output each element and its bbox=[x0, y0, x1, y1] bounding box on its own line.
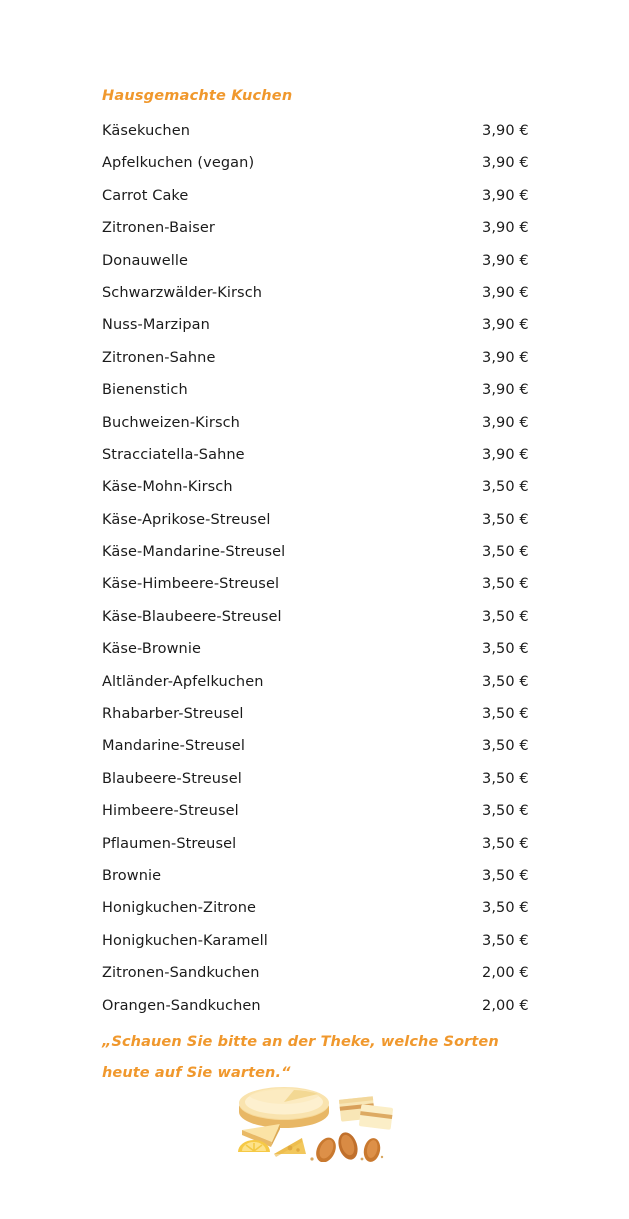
item-name: Käse-Aprikose-Streusel bbox=[102, 511, 271, 528]
item-name: Schwarzwälder-Kirsch bbox=[102, 284, 263, 301]
item-name: Altländer-Apfelkuchen bbox=[102, 673, 264, 690]
item-name: Orangen-Sandkuchen bbox=[102, 997, 261, 1014]
list-item bbox=[102, 666, 534, 698]
item-name: Zitronen-Baiser bbox=[102, 220, 215, 237]
item-price: 3,50 € bbox=[482, 706, 529, 723]
list-item bbox=[102, 407, 534, 439]
list-item bbox=[102, 925, 534, 957]
item-price: 3,50 € bbox=[482, 803, 529, 820]
item-name: Apfelkuchen (vegan) bbox=[102, 155, 255, 172]
item-name: Zitronen-Sahne bbox=[102, 349, 216, 366]
list-item bbox=[102, 860, 534, 892]
item-price: 3,90 € bbox=[482, 123, 529, 139]
item-name: Bienenstich bbox=[102, 382, 188, 399]
item-price: 3,90 € bbox=[482, 220, 529, 237]
item-name: Himbeere-Streusel bbox=[102, 803, 239, 820]
item-price: 2,00 € bbox=[482, 965, 529, 982]
item-price: 3,50 € bbox=[482, 867, 529, 884]
item-price: 3,90 € bbox=[482, 155, 529, 172]
item-price: 3,50 € bbox=[482, 479, 529, 496]
item-name: Blaubeere-Streusel bbox=[102, 770, 242, 787]
item-name: Zitronen-Sandkuchen bbox=[102, 965, 260, 982]
item-price: 3,90 € bbox=[482, 349, 529, 366]
item-price: 3,90 € bbox=[482, 284, 529, 301]
item-price: 3,50 € bbox=[482, 770, 529, 787]
item-price: 3,50 € bbox=[482, 673, 529, 690]
section-title: Hausgemachte Kuchen bbox=[102, 88, 293, 104]
item-name: Carrot Cake bbox=[102, 187, 189, 204]
item-price: 3,50 € bbox=[482, 900, 529, 917]
item-name: Brownie bbox=[102, 867, 162, 884]
list-item bbox=[102, 277, 534, 309]
item-name: Käse-Mohn-Kirsch bbox=[102, 479, 233, 496]
list-item bbox=[102, 309, 534, 341]
list-item bbox=[102, 990, 534, 1022]
list-item bbox=[102, 212, 534, 244]
list-item bbox=[102, 471, 534, 503]
item-price: 3,50 € bbox=[482, 576, 529, 593]
item-name: Honigkuchen-Karamell bbox=[102, 932, 268, 949]
item-price: 3,50 € bbox=[482, 608, 529, 625]
list-item bbox=[102, 115, 534, 147]
item-price: 3,90 € bbox=[482, 317, 529, 334]
theke-note: „Schauen Sie bitte an der Theke, welche Sorten heute auf Sie warten.“ bbox=[102, 1033, 499, 1081]
item-name: Buchweizen-Kirsch bbox=[102, 414, 240, 431]
item-price: 3,90 € bbox=[482, 414, 529, 431]
item-price: 3,50 € bbox=[482, 641, 529, 658]
item-price: 3,50 € bbox=[482, 738, 529, 755]
list-item bbox=[102, 633, 534, 665]
item-name: Pflaumen-Streusel bbox=[102, 835, 237, 852]
item-name: Honigkuchen-Zitrone bbox=[102, 900, 257, 917]
list-item bbox=[102, 504, 534, 536]
item-name: Käse-Brownie bbox=[102, 641, 201, 658]
item-price: 2,00 € bbox=[482, 997, 529, 1014]
list-item bbox=[102, 730, 534, 762]
item-name: Käse-Mandarine-Streusel bbox=[102, 544, 286, 561]
cake-and-pastries-illustration bbox=[222, 1080, 412, 1162]
item-name: Donauwelle bbox=[102, 252, 189, 269]
list-item bbox=[102, 601, 534, 633]
list-item bbox=[102, 180, 534, 212]
list-item bbox=[102, 698, 534, 730]
list-item bbox=[102, 342, 534, 374]
item-name: Mandarine-Streusel bbox=[102, 738, 245, 755]
item-name: Käse-Blaubeere-Streusel bbox=[102, 608, 282, 625]
item-price: 3,90 € bbox=[482, 252, 529, 269]
list-item bbox=[102, 957, 534, 989]
list-item bbox=[102, 568, 534, 600]
item-price: 3,50 € bbox=[482, 511, 529, 528]
list-item bbox=[102, 374, 534, 406]
item-price: 3,50 € bbox=[482, 932, 529, 949]
list-item bbox=[102, 763, 534, 795]
list-item bbox=[102, 795, 534, 827]
item-name: Stracciatella-Sahne bbox=[102, 446, 245, 463]
item-price: 3,50 € bbox=[482, 835, 529, 852]
item-price: 3,90 € bbox=[482, 187, 529, 204]
list-item bbox=[102, 892, 534, 924]
item-name: Käsekuchen bbox=[102, 123, 191, 139]
list-item bbox=[102, 536, 534, 568]
list-item bbox=[102, 147, 534, 179]
menu-item-list bbox=[102, 115, 534, 1022]
menu-section bbox=[102, 88, 534, 1089]
item-name: Rhabarber-Streusel bbox=[102, 706, 244, 723]
list-item bbox=[102, 245, 534, 277]
item-name: Käse-Himbeere-Streusel bbox=[102, 576, 280, 593]
item-price: 3,50 € bbox=[482, 544, 529, 561]
item-name: Nuss-Marzipan bbox=[102, 317, 210, 334]
list-item bbox=[102, 439, 534, 471]
list-item bbox=[102, 828, 534, 860]
item-price: 3,90 € bbox=[482, 446, 529, 463]
item-price: 3,90 € bbox=[482, 382, 529, 399]
